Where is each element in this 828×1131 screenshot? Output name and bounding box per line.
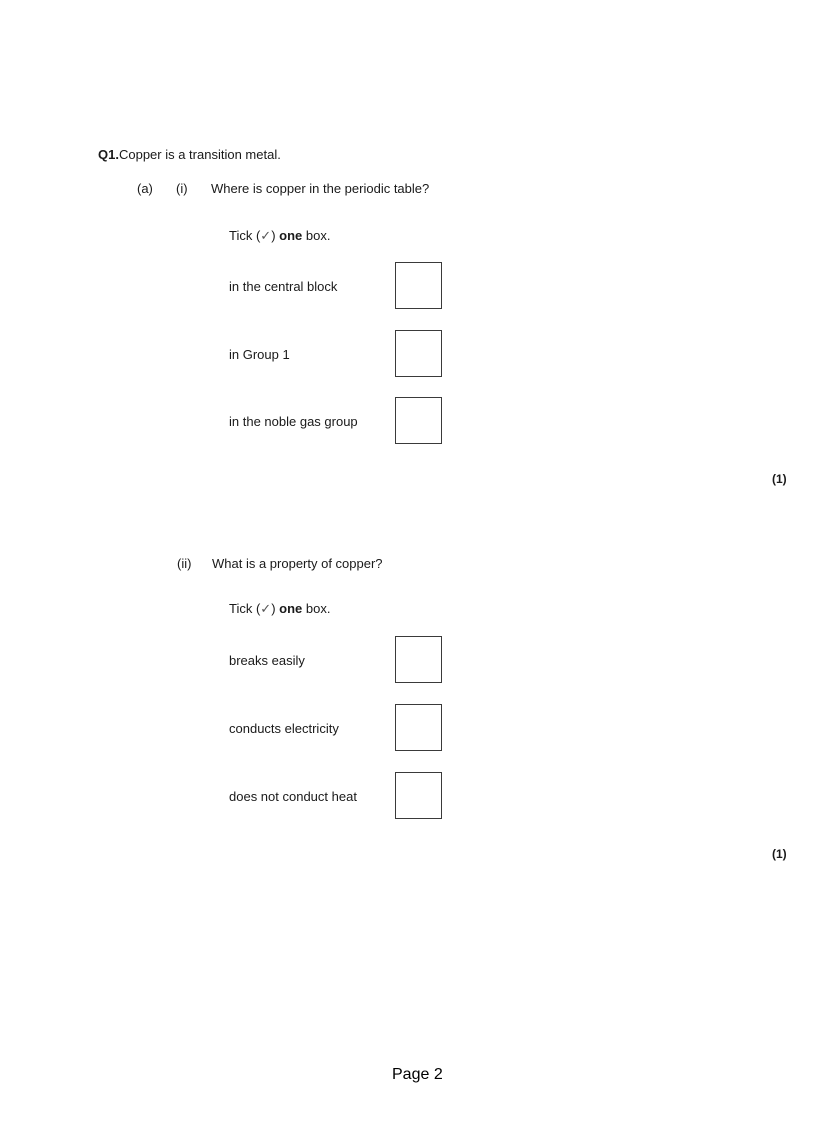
subpart-i-question: Where is copper in the periodic table? [211, 181, 430, 196]
marks-label: (1) [772, 847, 787, 861]
option-label: breaks easily [229, 653, 305, 668]
tick-box[interactable] [395, 636, 442, 683]
tick-mark-icon: ✓ [260, 228, 272, 243]
option-label: does not conduct heat [229, 789, 357, 804]
question-number: Q1. [98, 147, 119, 162]
subpart-ii-label: (ii) [177, 556, 192, 571]
marks-label: (1) [772, 472, 787, 486]
subpart-ii-instruction: Tick (✓) one box. [229, 601, 331, 616]
part-a-label: (a) [137, 181, 153, 196]
tick-box[interactable] [395, 397, 442, 444]
subpart-ii-question: What is a property of copper? [212, 556, 383, 571]
option-label: in Group 1 [229, 347, 290, 362]
tick-box[interactable] [395, 330, 442, 377]
option-label: in the noble gas group [229, 414, 358, 429]
page-number: Page 2 [392, 1066, 443, 1083]
question-intro: Copper is a transition metal. [118, 147, 281, 162]
tick-box[interactable] [395, 704, 442, 751]
tick-box[interactable] [395, 772, 442, 819]
tick-mark-icon: ✓ [260, 601, 272, 616]
option-label: in the central block [229, 279, 338, 294]
question-heading [98, 147, 281, 163]
option-label: conducts electricity [229, 721, 339, 736]
tick-box[interactable] [395, 262, 442, 309]
subpart-i-instruction: Tick (✓) one box. [229, 228, 331, 243]
subpart-i-label: (i) [176, 181, 188, 196]
